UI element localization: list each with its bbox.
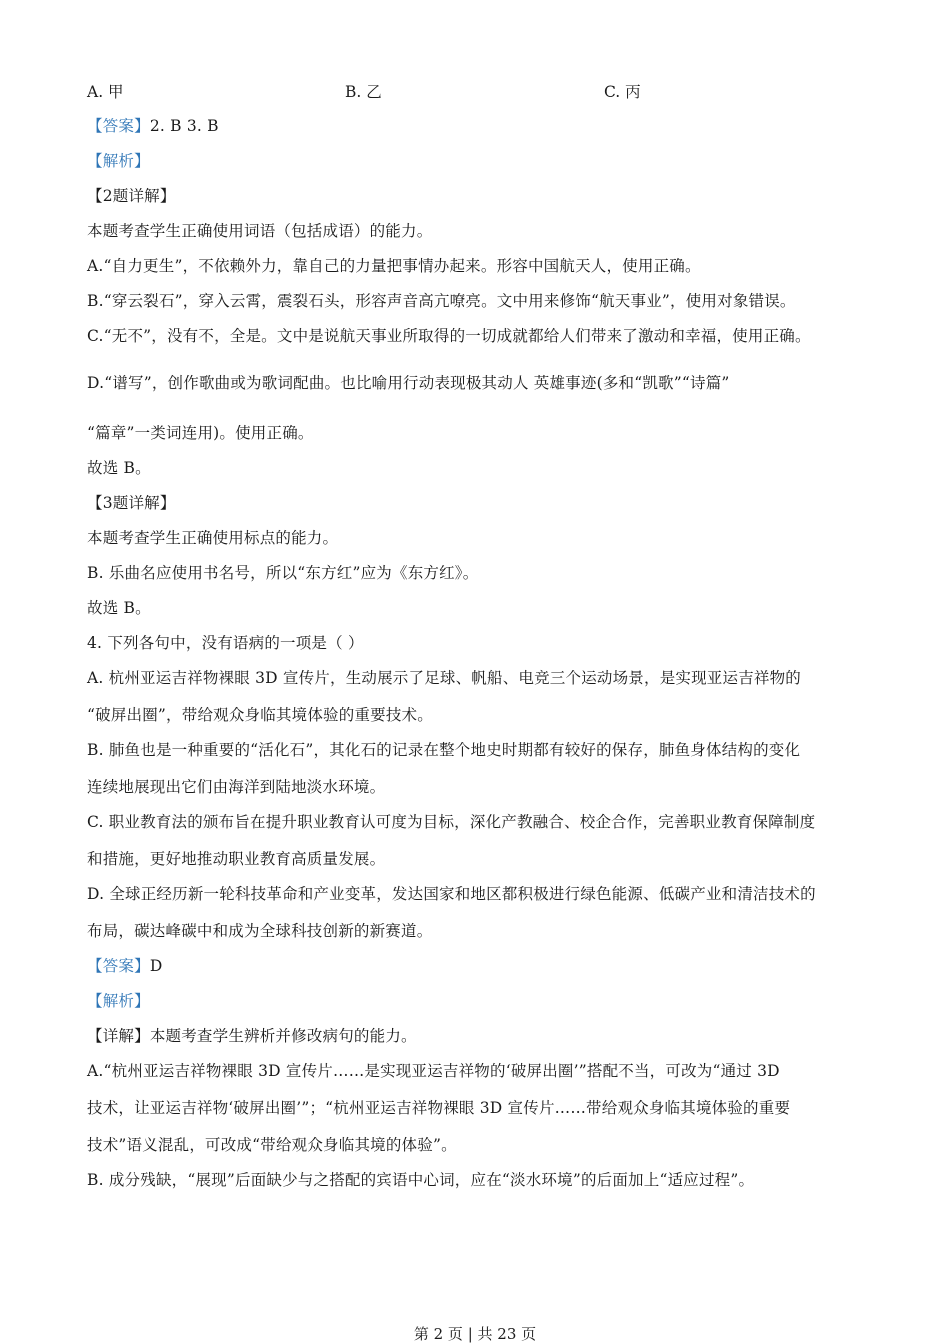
q4-option-d-line2: 布局，碳达峰碳中和成为全球科技创新的新赛道。 xyxy=(87,922,433,940)
q3-choice: 故选 B。 xyxy=(87,599,151,617)
q4-option-c-line1: C. 职业教育法的颁布旨在提升职业教育认可度为目标，深化产教融合、校企合作，完善职业教育保障制度 xyxy=(87,813,816,831)
detail-b: B. 成分残缺，“展现”后面缺少与之搭配的宾语中心词，应在“淡水环境”的后面加上“适应过程”。 xyxy=(87,1171,755,1189)
analysis-tag-1: 【解析】 xyxy=(87,152,150,170)
q4-option-a-line1: A. 杭州亚运吉祥物裸眼 3D 宣传片，生动展示了足球、帆船、电竞三个运动场景，是实现亚运吉祥物的 xyxy=(87,669,801,687)
detail-a-line2: 技术，让亚运吉祥物‘破屏出圈’”；“杭州亚运吉祥物裸眼 3D 宣传片……带给观众身临其境体验的重要 xyxy=(87,1099,791,1117)
q2-option-d-line2: “篇章”一类词连用)。使用正确。 xyxy=(87,424,314,442)
q4-option-a-line2: “破屏出圈”，带给观众身临其境体验的重要技术。 xyxy=(87,706,433,724)
q4-option-d-line1: D. 全球正经历新一轮科技革命和产业变革，发达国家和地区都积极进行绿色能源、低碳产业和清洁技术的 xyxy=(87,885,816,903)
answer-line-2 xyxy=(87,956,162,976)
q4-stem: 4. 下列各句中，没有语病的一项是（ ） xyxy=(87,634,364,652)
q2-option-b: B.“穿云裂石”，穿入云霄，震裂石头，形容声音高亢嘹亮。文中用来修饰“航天事业”，使用对象错误。 xyxy=(87,292,796,310)
analysis-tag-2: 【解析】 xyxy=(87,992,150,1010)
detail-title: 【详解】 xyxy=(87,1027,150,1045)
q2-title: 【2题详解】 xyxy=(87,187,176,205)
detail-a-line1: A.“杭州亚运吉祥物裸眼 3D 宣传片……是实现亚运吉祥物的‘破屏出圈’”搭配不当，可改为“通过 3D xyxy=(87,1062,780,1080)
page-footer: 第 2 页 | 共 23 页 xyxy=(413,1325,537,1343)
option-b: B. 乙 xyxy=(345,83,382,101)
q2-intro: 本题考查学生正确使用词语（包括成语）的能力。 xyxy=(87,222,433,240)
answer-line-1 xyxy=(87,116,219,136)
q2-option-d-line1: D.“谱写”，创作歌曲或为歌词配曲。也比喻用行动表现极其动人 英雄事迹(多和“凯歌”“诗篇” xyxy=(87,374,730,392)
detail-intro xyxy=(87,1026,417,1046)
q3-intro: 本题考查学生正确使用标点的能力。 xyxy=(87,529,339,547)
answer-text: 2. B 3. B xyxy=(149,117,219,135)
options-row xyxy=(0,82,950,104)
detail-text: 本题考查学生辨析并修改病句的能力。 xyxy=(149,1027,417,1045)
q4-option-b-line1: B. 肺鱼也是一种重要的“活化石”，其化石的记录在整个地史时期都有较好的保存，肺鱼身体结构的变化 xyxy=(87,741,801,759)
answer-text: D xyxy=(149,957,163,975)
answer-tag: 【答案】 xyxy=(87,957,150,975)
q2-option-c: C.“无不”，没有不，全是。文中是说航天事业所取得的一切成就都给人们带来了激动和幸福，使用正确。 xyxy=(87,327,811,345)
q4-option-b-line2: 连续地展现出它们由海洋到陆地淡水环境。 xyxy=(87,778,386,796)
option-c: C. 丙 xyxy=(604,83,641,101)
q3-option-b: B. 乐曲名应使用书名号，所以“东方红”应为《东方红》。 xyxy=(87,564,479,582)
q3-title: 【3题详解】 xyxy=(87,494,176,512)
q2-option-a: A.“自力更生”，不依赖外力，靠自己的力量把事情办起来。形容中国航天人，使用正确。 xyxy=(87,257,701,275)
option-a: A. 甲 xyxy=(87,83,124,101)
q2-choice: 故选 B。 xyxy=(87,459,151,477)
detail-a-line3: 技术”语义混乱，可改成“带给观众身临其境的体验”。 xyxy=(87,1136,457,1154)
q4-option-c-line2: 和措施，更好地推动职业教育高质量发展。 xyxy=(87,850,386,868)
answer-tag: 【答案】 xyxy=(87,117,150,135)
